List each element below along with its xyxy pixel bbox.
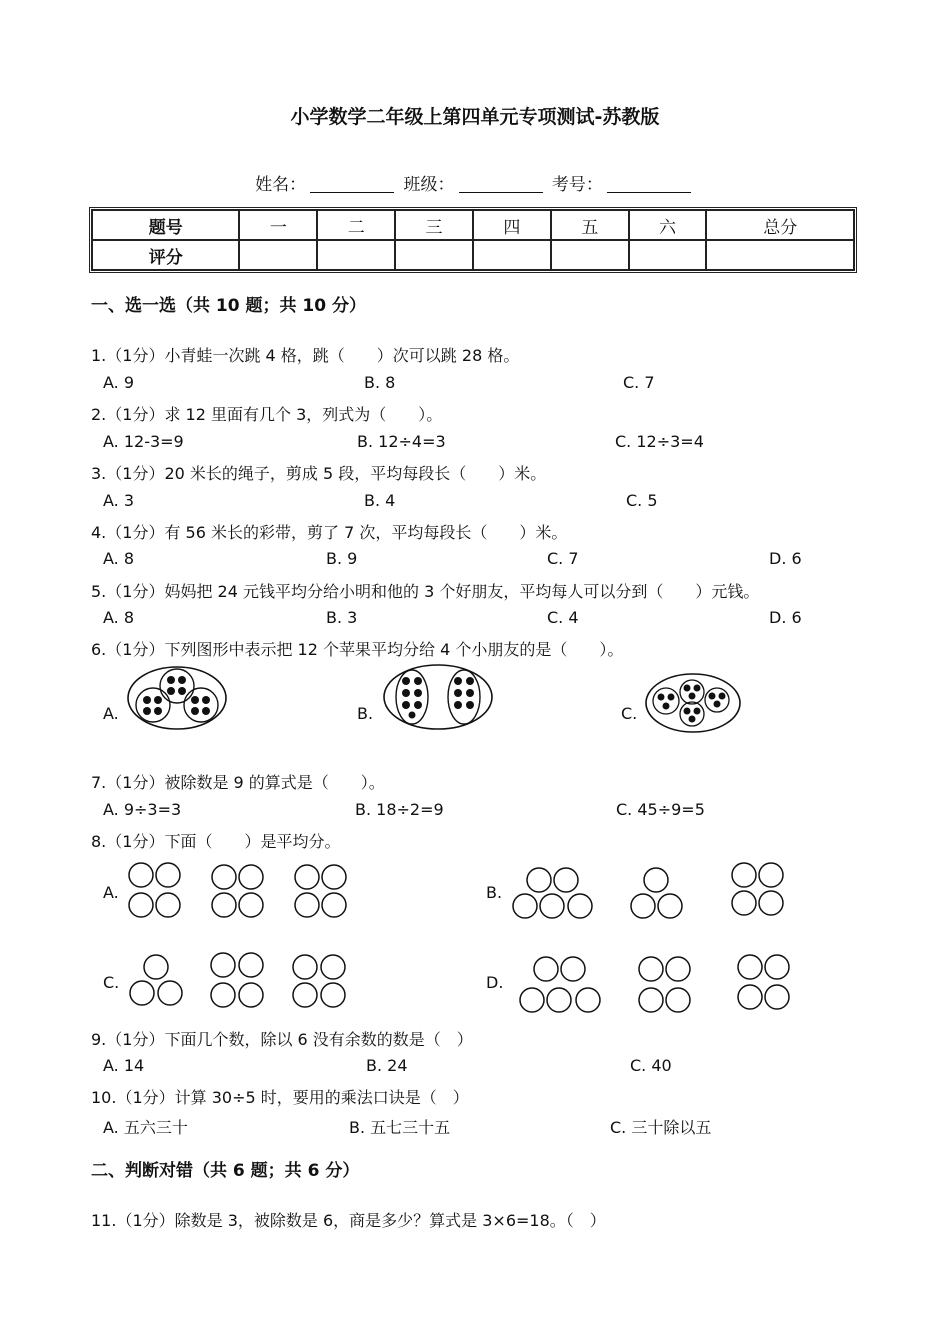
option-8d[interactable]: D. [486,973,504,992]
option-4d[interactable]: D. 6 [769,549,802,568]
score-cell-header: 四 [473,210,551,240]
name-blank[interactable] [310,174,394,193]
option-5d[interactable]: D. 6 [769,608,802,627]
question-1: 1.（1分）小青蛙一次跳 4 格，跳（ ）次可以跳 28 格。 [91,346,520,365]
option-5b[interactable]: B. 3 [326,608,358,627]
option-2c[interactable]: C. 12÷3=4 [615,432,704,451]
class-blank[interactable] [459,174,543,193]
score-cell[interactable] [473,240,551,270]
option-5a[interactable]: A. 8 [103,608,135,627]
option-9b[interactable]: B. 24 [366,1056,408,1075]
score-row-label: 评分 [92,240,239,270]
question-11: 11.（1分）除数是 3，被除数是 6，商是多少？算式是 3×6=18。（ ） [91,1211,606,1230]
section-heading-1: 一、选一选（共 10 题；共 10 分） [91,296,366,316]
score-cell-header: 总分 [706,210,854,240]
circle-groups-figure-c [120,945,360,1015]
option-6a[interactable]: A. [103,704,119,723]
score-cell-header: 五 [551,210,629,240]
circle-groups-figure-b [505,855,795,925]
class-label: 班级： [403,175,455,195]
score-cell-header: 一 [239,210,317,240]
score-cell[interactable] [239,240,317,270]
name-label: 姓名： [255,175,307,195]
score-cell-header: 六 [629,210,707,240]
question-8: 8.（1分）下面（ ）是平均分。 [91,832,341,851]
option-10b[interactable]: B. 五七三十五 [349,1118,451,1137]
option-3a[interactable]: A. 3 [103,491,135,510]
option-3b[interactable]: B. 4 [364,491,396,510]
option-7a[interactable]: A. 9÷3=3 [103,800,182,819]
apple-groups-figure-a [126,665,228,731]
option-2b[interactable]: B. 12÷4=3 [357,432,446,451]
option-9c[interactable]: C. 40 [630,1056,672,1075]
apple-groups-figure-c [644,672,742,734]
question-3: 3.（1分）20 米长的绳子，剪成 5 段，平均每段长（ ）米。 [91,464,547,483]
question-2: 2.（1分）求 12 里面有几个 3，列式为（ ）。 [91,405,443,424]
question-6: 6.（1分）下列图形中表示把 12 个苹果平均分给 4 个小朋友的是（ ）。 [91,640,624,659]
score-cell-header: 题号 [92,210,239,240]
score-cell[interactable] [317,240,395,270]
score-cell[interactable] [395,240,473,270]
option-1c[interactable]: C. 7 [623,373,655,392]
number-label: 考号： [551,175,603,195]
question-5: 5.（1分）妈妈把 24 元钱平均分给小明和他的 3 个好朋友，平均每人可以分到（ ）元钱。 [91,582,760,601]
option-5c[interactable]: C. 4 [547,608,579,627]
score-cell-header: 二 [317,210,395,240]
option-9a[interactable]: A. 14 [103,1056,145,1075]
option-8c[interactable]: C. [103,973,120,992]
page-title: 小学数学二年级上第四单元专项测试-苏教版 [290,106,660,128]
score-table [89,207,857,273]
option-3c[interactable]: C. 5 [626,491,658,510]
score-cell-header: 三 [395,210,473,240]
apple-groups-figure-b [382,663,494,731]
question-10: 10.（1分）计算 30÷5 时，要用的乘法口诀是（ ） [91,1088,469,1107]
option-7c[interactable]: C. 45÷9=5 [616,800,705,819]
number-blank[interactable] [607,174,691,193]
option-10a[interactable]: A. 五六三十 [103,1118,188,1137]
option-8b[interactable]: B. [486,883,503,902]
option-8a[interactable]: A. [103,883,119,902]
option-4b[interactable]: B. 9 [326,549,358,568]
option-6b[interactable]: B. [357,704,374,723]
score-table-score-row [92,240,854,270]
option-4a[interactable]: A. 8 [103,549,135,568]
student-info-line [0,170,950,195]
option-2a[interactable]: A. 12-3=9 [103,432,184,451]
option-1a[interactable]: A. 9 [103,373,135,392]
circle-groups-figure-d [505,945,795,1015]
option-10c[interactable]: C. 三十除以五 [610,1118,712,1137]
section-heading-2: 二、判断对错（共 6 题；共 6 分） [91,1161,360,1181]
option-6c[interactable]: C. [621,704,638,723]
circle-groups-figure-a [120,855,360,925]
question-7: 7.（1分）被除数是 9 的算式是（ ）。 [91,773,385,792]
score-table-header-row [92,210,854,240]
option-4c[interactable]: C. 7 [547,549,579,568]
option-1b[interactable]: B. 8 [364,373,396,392]
question-9: 9.（1分）下面几个数，除以 6 没有余数的数是（ ） [91,1030,473,1049]
score-cell[interactable] [629,240,707,270]
score-cell[interactable] [706,240,854,270]
question-4: 4.（1分）有 56 米长的彩带，剪了 7 次，平均每段长（ ）米。 [91,523,568,542]
option-7b[interactable]: B. 18÷2=9 [355,800,444,819]
score-cell[interactable] [551,240,629,270]
